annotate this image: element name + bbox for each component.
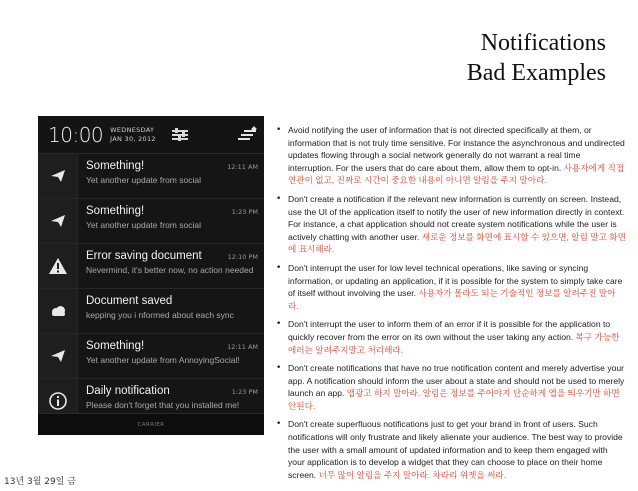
clear-all-icon[interactable] bbox=[238, 127, 256, 143]
guideline-text bbox=[288, 318, 626, 356]
notification-item[interactable] bbox=[38, 289, 264, 334]
guideline-list bbox=[276, 124, 626, 487]
cloud-icon bbox=[38, 289, 78, 333]
notification-time: 12:11 AM bbox=[227, 343, 258, 351]
guideline-english: Avoid notifying the user of information that is not directed specifically at them, or information that is not truly time sensitive. For instance the asynchronous and undirected updates flowing through a social network generally do not warrant a real time interruption. For the users that do care about them, allow them to opt-in. bbox=[288, 125, 625, 173]
notification-title: Error saving document bbox=[86, 250, 202, 262]
slide-title-line-1: Notifications bbox=[480, 30, 606, 56]
send-arrow-icon bbox=[38, 334, 78, 378]
notification-text: Yet another update from social bbox=[86, 220, 201, 230]
notification-body bbox=[78, 154, 264, 198]
guideline-english: Don't create superfluous notifications just to get your brand in front of users. Such notifications will only frustrate and likely alienate your audience. The best way to provide the user with a small amount of updated information and to keep them engaged with your application is to develop a widget that they can choose to place on their home screen. bbox=[288, 419, 623, 480]
weekday: WEDNESDAY bbox=[110, 125, 155, 134]
notification-text: Nevermind, it's better now, no action needed bbox=[86, 265, 254, 275]
settings-sliders-icon[interactable] bbox=[172, 128, 188, 142]
notification-title: Document saved bbox=[86, 295, 173, 307]
notification-item[interactable] bbox=[38, 199, 264, 244]
bullet-dot-icon: • bbox=[276, 319, 282, 330]
guideline-korean: 너무 많이 알림을 주지 말아라. 차라리 위젯을 써라. bbox=[318, 469, 507, 480]
send-arrow-icon bbox=[38, 199, 78, 243]
guideline-english: Don't create notifications that have no true notification content and merely advertise your app. A notification should inform the user about a state and should not be used to merely launch an app. bbox=[288, 363, 625, 399]
notification-text: Yet another update from social bbox=[86, 175, 201, 185]
notification-item[interactable] bbox=[38, 154, 264, 199]
guideline-english: Don't interrupt the user to inform them of an error if it is possible for the application to quickly recover from the error on its own without the user taking any action. bbox=[288, 319, 611, 342]
guideline-english: Don't interrupt the user for low level technical operations, like saving or syncing information, or updating an application, if it is possible for the system to simply take care of itself without involving the user. bbox=[288, 262, 623, 299]
guideline-item bbox=[276, 318, 626, 356]
notification-time: 12:11 AM bbox=[227, 163, 258, 171]
guideline-item bbox=[276, 193, 626, 256]
guideline-korean: 복구 가능한 에러는 알려주지말고 처리해라. bbox=[288, 331, 620, 355]
bullet-dot-icon: • bbox=[276, 363, 282, 374]
notification-list bbox=[38, 154, 264, 424]
carrier-bar bbox=[38, 413, 264, 435]
notification-text: kepping you i nformed about each sync bbox=[86, 310, 234, 320]
notification-time: 12:10 PM bbox=[227, 253, 258, 261]
notification-text: Please don't forget that you installed me! bbox=[86, 400, 240, 410]
guideline-text bbox=[288, 262, 626, 312]
slide-title bbox=[346, 28, 606, 88]
notification-title: Something! bbox=[86, 340, 145, 352]
slide-title-line-2: Bad Examples bbox=[466, 60, 606, 86]
notification-body bbox=[78, 199, 264, 243]
notification-body bbox=[78, 289, 264, 333]
guideline-item bbox=[276, 362, 626, 412]
notification-title: Something! bbox=[86, 160, 145, 172]
warning-icon bbox=[38, 244, 78, 288]
guideline-item bbox=[276, 262, 626, 312]
date-box bbox=[110, 126, 156, 144]
bullet-dot-icon: • bbox=[276, 419, 282, 430]
date: JAN 30, 2012 bbox=[110, 134, 156, 143]
notification-item[interactable] bbox=[38, 334, 264, 379]
send-arrow-icon bbox=[38, 154, 78, 198]
footer-date: 13년 3월 29일 금 bbox=[4, 477, 76, 487]
notification-time: 1:23 PM bbox=[231, 208, 258, 216]
guideline-korean: 사용자에게 직접 연관이 없고, 진짜로 시간이 중요한 내용이 아니면 알림을 주지 말아라. bbox=[288, 162, 625, 186]
notification-shade-screenshot bbox=[38, 116, 264, 435]
bullet-dot-icon: • bbox=[276, 262, 282, 273]
notification-title: Something! bbox=[86, 205, 145, 217]
guideline-korean: 새로운 정보를 화면에 표시할 수 있으면, 알림 말고 화면에 표시해라. bbox=[288, 231, 626, 255]
clock: 10:00 bbox=[48, 122, 104, 147]
carrier-label: CARRIER bbox=[137, 421, 165, 428]
notification-title: Daily notification bbox=[86, 385, 170, 397]
guideline-text bbox=[288, 362, 626, 412]
notification-text: Yet another update from AnnoyingSocial! bbox=[86, 355, 240, 365]
guideline-text bbox=[288, 124, 626, 187]
notification-time: 1:23 PM bbox=[231, 388, 258, 396]
guideline-english: Don't create a notification if the relevant new information is currently on screen. Instead, use the UI of the application itself to notify the user of new information directly in context. For instance, a chat application should not create system notifications while the user is actively chatting with another user. bbox=[288, 193, 625, 242]
guideline-text bbox=[288, 418, 626, 481]
notification-body bbox=[78, 244, 264, 288]
guideline-item bbox=[276, 418, 626, 481]
bullet-dot-icon: • bbox=[276, 125, 282, 135]
notification-body bbox=[78, 334, 264, 378]
guideline-text bbox=[288, 193, 626, 256]
status-bar bbox=[38, 116, 264, 154]
guideline-korean: 앱광고 하지 말아라. 알림은 정보를 주어야지 단순하게 앱을 띄우기만 하면 안된다. bbox=[288, 388, 620, 411]
bullet-dot-icon: • bbox=[276, 193, 282, 204]
notification-item[interactable] bbox=[38, 244, 264, 289]
guideline-item bbox=[276, 124, 626, 187]
guideline-korean: 사용자가 몰라도 되는 기술적인 정보를 알려주진 말아라. bbox=[288, 288, 616, 311]
